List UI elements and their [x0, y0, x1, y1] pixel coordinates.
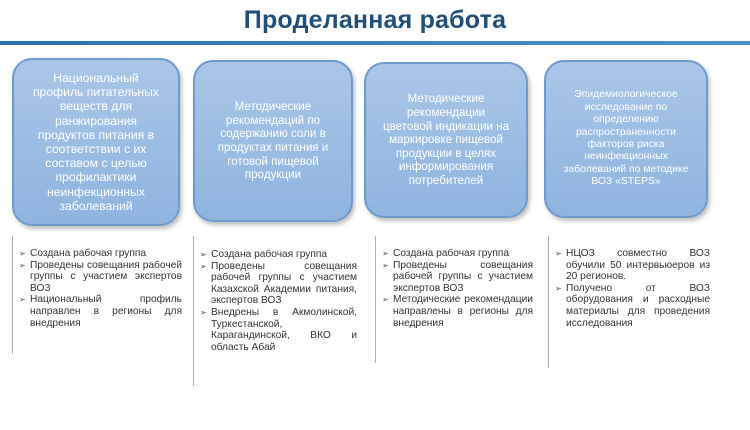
card-national-nutrient-profile [12, 58, 180, 226]
card-line: профиль питательных [32, 85, 160, 100]
card-line: заболеваний [59, 198, 133, 213]
list-item-text: Методические рекомендации направлены в регионы для внедрения [393, 294, 533, 329]
card-line: ВОЗ «STEPS» [591, 176, 661, 188]
card-line: готовой пищевой [227, 154, 319, 168]
list-item [200, 261, 357, 307]
list-item [19, 260, 182, 295]
page-title: Проделанная работа [243, 6, 507, 34]
results-list [19, 236, 182, 329]
list-item [19, 294, 182, 329]
card-line: определению [593, 114, 659, 126]
arrow-bullet-icon: ➢ [19, 295, 26, 305]
card-line: продуктов питания в [37, 127, 155, 142]
arrow-bullet-icon: ➢ [382, 260, 389, 270]
list-item-text: Проведены совещания рабочей группы с участием экспертов ВОЗ [393, 259, 533, 294]
list-item-text: Создана рабочая группа [211, 249, 328, 260]
card-line: продукции в целях [395, 146, 497, 160]
card-line: Национальный [53, 70, 139, 85]
list-item [200, 249, 357, 261]
list-item-text: НЦОЗ совместно ВОЗ обучили 50 интервьюеров из 20 регионов. [566, 248, 710, 283]
card-line: Эпидемиологическое [574, 89, 678, 101]
list-item [555, 248, 710, 283]
card-line: веществ для [59, 99, 133, 114]
arrow-bullet-icon: ➢ [19, 260, 26, 270]
card-salt-recommendations [193, 60, 353, 222]
card-line: маркировке пищевой [389, 133, 503, 147]
card-line: рекомендации [406, 106, 486, 120]
results-column-2 [193, 236, 357, 386]
list-item-text: Получено от ВОЗ оборудования и расходные материалы для проведения исследования [566, 282, 710, 329]
card-line: Методические [407, 92, 485, 106]
list-item [200, 307, 357, 353]
card-text [33, 71, 159, 213]
results-list [555, 236, 710, 329]
list-item [555, 283, 710, 329]
list-item-text: Внедрены в Акмолинской, Туркестанской, Карагандинской, ВКО и область Абай [211, 306, 357, 353]
list-item [382, 248, 533, 260]
arrow-bullet-icon: ➢ [200, 261, 207, 271]
card-line: составом с целью [45, 156, 147, 171]
card-line: неинфекционных [584, 151, 668, 163]
list-item-text: Проведены совещания рабочей группы с участием экспертов ВОЗ [30, 259, 182, 294]
card-line: потребителей [408, 173, 484, 187]
card-line: распространенности [576, 126, 676, 138]
results-list [382, 236, 533, 329]
card-line: исследование по [584, 101, 668, 113]
arrow-bullet-icon: ➢ [555, 283, 562, 293]
arrow-bullet-icon: ➢ [19, 249, 26, 258]
arrow-bullet-icon: ➢ [200, 307, 207, 317]
card-line: рекомендаций по [225, 113, 321, 127]
card-line: факторов риска [587, 139, 665, 150]
results-list [200, 236, 357, 353]
list-item-text: Создана рабочая группа [30, 248, 147, 259]
card-line: цветовой индикации на [382, 119, 510, 133]
card-line: профилактики [55, 170, 137, 185]
list-item-text: Создана рабочая группа [393, 248, 510, 259]
card-steps-study [544, 60, 708, 218]
card-line: продуктах питания и [217, 141, 329, 154]
card-line: заболеваний по методике [563, 163, 689, 175]
card-line: продукции [244, 168, 302, 182]
card-line: неинфекционных [46, 184, 146, 199]
list-item-text: Проведены совещания рабочей группы с участием Казахской Академии питания, экспертов ВОЗ [211, 260, 357, 307]
arrow-bullet-icon: ➢ [555, 249, 562, 258]
results-column-3 [375, 236, 533, 363]
list-item [19, 248, 182, 260]
list-item [382, 294, 533, 329]
card-line: информирования [398, 160, 494, 174]
card-text [564, 89, 689, 188]
list-item-text: Национальный профиль направлен в регионы для внедрения [30, 294, 182, 329]
results-column-1 [12, 236, 182, 354]
results-column-4 [548, 236, 710, 368]
card-line: соответствии с их [45, 142, 147, 156]
list-item [382, 260, 533, 295]
card-line: Методические [234, 100, 312, 114]
arrow-bullet-icon: ➢ [200, 250, 207, 259]
arrow-bullet-icon: ➢ [382, 295, 389, 305]
card-line: ранжирования [54, 113, 138, 128]
card-text [383, 92, 509, 187]
card-line: содержанию соли в [220, 127, 326, 141]
title-divider [0, 41, 750, 45]
arrow-bullet-icon: ➢ [382, 249, 389, 258]
card-color-labeling-recommendations [364, 62, 528, 218]
card-text [218, 100, 329, 182]
